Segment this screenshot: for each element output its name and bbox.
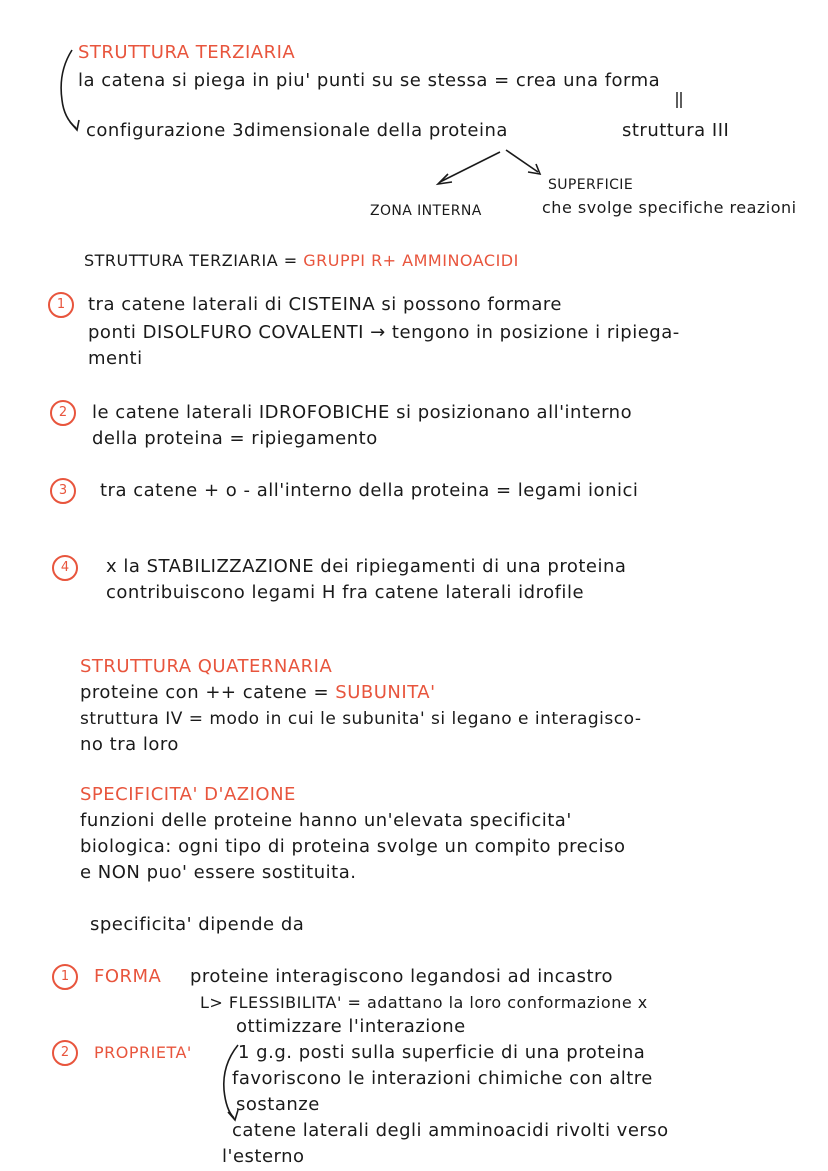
summary-prefix: STRUTTURA TERZIARIA = <box>84 251 298 270</box>
bracket-arrowhead <box>70 120 79 130</box>
point-2-number: 2 <box>50 400 76 426</box>
bracket-terziaria <box>61 50 76 128</box>
fattore-1-line2: L> FLESSIBILITA' = adattano la loro conformazione x <box>200 993 648 1012</box>
fattore-2-line3: sostanze <box>236 1094 320 1115</box>
arrowhead-zona <box>438 174 452 184</box>
point-4-number: 4 <box>52 555 78 581</box>
section-title-specificita: SPECIFICITA' D'AZIONE <box>80 784 296 805</box>
point-1-line2: ponti DISOLFURO COVALENTI → tengono in posizione i ripiega- <box>88 322 680 343</box>
point-3-line1: tra catene + o - all'interno della proteina = legami ionici <box>100 480 639 501</box>
superficie-label: SUPERFICIE <box>548 177 634 193</box>
section-title-terziaria: STRUTTURA TERZIARIA <box>78 42 296 63</box>
quaternaria-line3: no tra loro <box>80 734 179 755</box>
specificita-line3: e NON puo' essere sostituita. <box>80 862 357 883</box>
point-2-line2: della proteina = ripiegamento <box>92 428 378 449</box>
fattore-2-line4: catene laterali degli amminoacidi rivolti verso <box>232 1120 669 1141</box>
section-title-quaternaria: STRUTTURA QUATERNARIA <box>80 656 333 677</box>
fattore-2-line1: 1 g.g. posti sulla superficie di una proteina <box>238 1042 646 1063</box>
arrowhead-superficie <box>528 164 540 174</box>
arrow-to-zona-interna <box>440 152 500 182</box>
specificita-line2: biologica: ogni tipo di proteina svolge un compito preciso <box>80 836 626 857</box>
point-1-number: 1 <box>48 292 74 318</box>
terziaria-line2: configurazione 3dimensionale della proteina <box>86 120 508 141</box>
terziaria-summary <box>84 250 519 272</box>
fattore-1-number: 1 <box>52 964 78 990</box>
point-3-number: 3 <box>50 478 76 504</box>
specificita-dipende: specificita' dipende da <box>90 914 305 935</box>
specificita-line1: funzioni delle proteine hanno un'elevata specificita' <box>80 810 572 831</box>
point-1-line3: menti <box>88 348 143 369</box>
terziaria-line1: la catena si piega in piu' punti su se stessa = crea una forma <box>78 70 661 91</box>
point-1-line1: tra catene laterali di CISTEINA si possono formare <box>88 294 562 315</box>
quaternaria-line1 <box>80 682 436 704</box>
fattore-1-line1: proteine interagiscono legandosi ad incastro <box>190 966 614 987</box>
reazioni-label: che svolge specifiche reazioni <box>542 198 797 217</box>
arrow-to-superficie <box>506 150 538 172</box>
point-4-line1: x la STABILIZZAZIONE dei ripiegamenti di una proteina <box>106 556 627 577</box>
subunita-highlight: SUBUNITA' <box>335 682 436 703</box>
fattore-2-line2: favoriscono le interazioni chimiche con altre <box>232 1068 653 1089</box>
fattore-1-label: FORMA <box>94 966 162 987</box>
point-4-line2: contribuiscono legami H fra catene laterali idrofile <box>106 582 585 603</box>
quaternaria-line1-prefix: proteine con ++ catene = <box>80 682 330 703</box>
fattore-2-number: 2 <box>52 1040 78 1066</box>
quaternaria-line2: struttura IV = modo in cui le subunita' si legano e interagisco- <box>80 709 642 729</box>
zona-interna-label: ZONA INTERNA <box>370 203 482 219</box>
fattore-2-line5: l'esterno <box>222 1146 305 1167</box>
point-2-line1: le catene laterali IDROFOBICHE si posizionano all'interno <box>92 402 633 423</box>
fattore-2-label: PROPRIETA' <box>94 1043 192 1062</box>
summary-highlight: GRUPPI R+ AMMINOACIDI <box>303 251 519 270</box>
struttura-iii-label: struttura III <box>622 120 730 141</box>
fattore-1-line3: ottimizzare l'interazione <box>236 1016 466 1037</box>
